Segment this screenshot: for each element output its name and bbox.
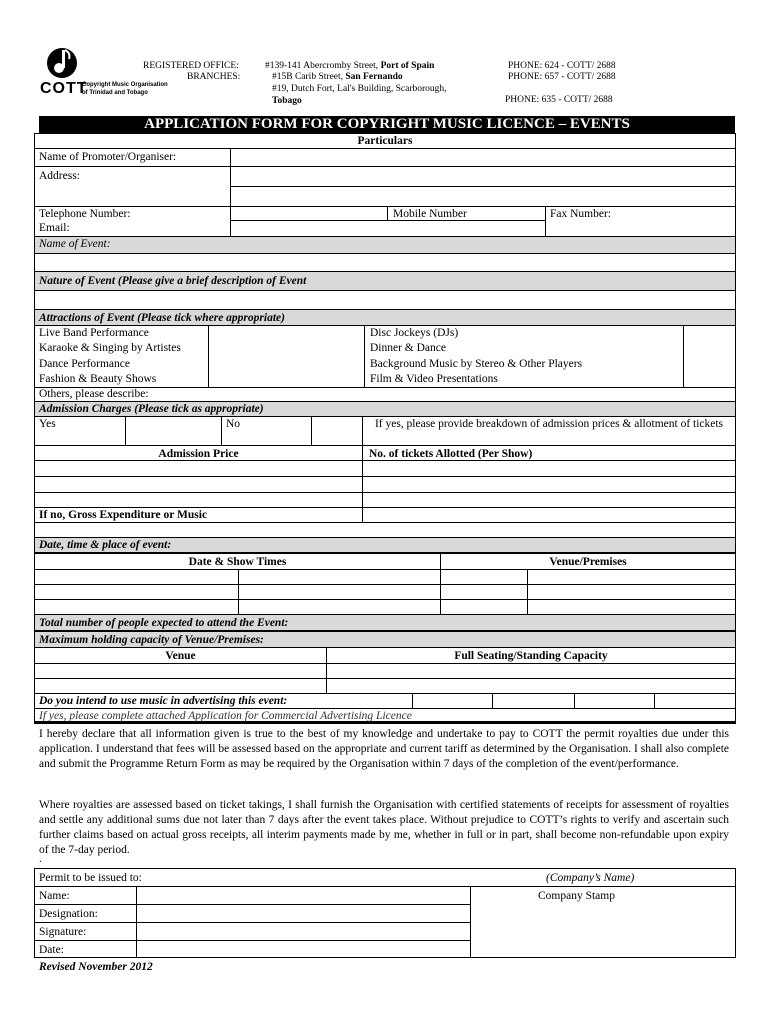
others-label: Others, please describe: <box>39 388 149 400</box>
price-row-2[interactable] <box>35 477 362 492</box>
registered-office-address <box>265 61 434 72</box>
event-nature-field[interactable] <box>35 290 735 309</box>
max-capacity-label: Maximum holding capacity of Venue/Premises: <box>39 634 264 646</box>
attraction-left-2: Karaoke & Singing by Artistes <box>39 342 181 354</box>
capacity-row-2[interactable] <box>327 679 735 693</box>
event-name-field[interactable] <box>35 253 735 271</box>
checkbox-film[interactable] <box>684 372 735 386</box>
show-time-row-2[interactable] <box>239 585 440 599</box>
checkbox-advertising-2[interactable] <box>493 694 574 708</box>
checkbox-dj[interactable] <box>684 326 735 340</box>
attraction-left-4: Fashion & Beauty Shows <box>39 373 157 385</box>
venue-row-3[interactable] <box>441 600 735 614</box>
checkbox-karaoke[interactable] <box>209 341 364 355</box>
others-field[interactable] <box>200 388 735 401</box>
price-row-3[interactable] <box>35 493 362 507</box>
attraction-left-3: Dance Performance <box>39 358 130 370</box>
checkbox-advertising-3[interactable] <box>575 694 654 708</box>
permit-date-field[interactable] <box>137 941 470 958</box>
show-time-row-1[interactable] <box>239 570 440 584</box>
checkbox-live-band[interactable] <box>209 326 364 340</box>
admission-heading: Admission Charges (Please tick as appropriate) <box>39 403 264 415</box>
attraction-right-1: Disc Jockeys (DJs) <box>370 327 459 339</box>
branch1-street: #15B Carib Street, <box>272 72 343 82</box>
branch2-address-line2: Tobago <box>272 96 302 106</box>
show-time-row-3[interactable] <box>239 600 440 614</box>
checkbox-advertising-4[interactable] <box>655 694 735 708</box>
email-field[interactable] <box>230 220 545 236</box>
tickets-allotted-header: No. of tickets Allotted (Per Show) <box>369 448 533 460</box>
attraction-left-1: Live Band Performance <box>39 327 149 339</box>
attraction-right-2: Dinner & Dance <box>370 342 446 354</box>
particulars-heading: Particulars <box>357 135 413 147</box>
if-no-label: If no, Gross Expenditure or Music <box>39 509 208 521</box>
promoter-label: Name of Promoter/Organiser: <box>39 151 177 163</box>
promoter-field[interactable] <box>230 148 736 166</box>
declaration-paragraph-1: I hereby declare that all information given is true to the best of my knowledge and undertake to pay to COTT the permit royalties due under this application. I understand that fees will be assessed based on the appropriate and current tariff as determined by the Organisation. I shall also complete and submit the Programme Return Form as may be required by the Organisation within 7 days of the completion of the event/performance. <box>39 728 729 770</box>
attractions-heading: Attractions of Event (Please tick where appropriate) <box>39 312 285 324</box>
venue-row-1[interactable] <box>441 570 735 584</box>
price-row-1[interactable] <box>35 461 362 476</box>
checkbox-dinner[interactable] <box>684 341 735 355</box>
telephone-field[interactable] <box>230 206 387 220</box>
tickets-row-2[interactable] <box>363 477 735 492</box>
company-name-label: (Company’s Name) <box>546 872 635 884</box>
checkbox-advertising-1[interactable] <box>413 694 492 708</box>
permit-designation-label: Designation: <box>39 908 98 920</box>
venue-header: Venue <box>165 650 196 662</box>
tickets-row-1[interactable] <box>363 461 735 476</box>
show-date-row-3[interactable] <box>35 600 238 614</box>
advertising-note: If yes, please complete attached Application for Commercial Advertising Licence <box>39 710 412 722</box>
revision-footer: Revised November 2012 <box>39 961 153 973</box>
permit-signature-label: Signature: <box>39 926 87 938</box>
music-note-logo-icon <box>40 46 80 82</box>
company-stamp-label: Company Stamp <box>538 890 615 902</box>
logo-org-line2: of Trinidad and Tobago <box>82 90 148 96</box>
form-title: APPLICATION FORM FOR COPYRIGHT MUSIC LICENCE – EVENTS <box>144 116 630 132</box>
date-place-heading: Date, time & place of event: <box>39 539 172 551</box>
event-name-label: Name of Event: <box>39 238 111 250</box>
venue-premises-header: Venue/Premises <box>549 556 627 568</box>
branches-label: BRANCHES: <box>187 72 241 82</box>
checkbox-admission-yes[interactable] <box>126 417 221 445</box>
phone-san-fernando: PHONE: 657 - COTT/ 2688 <box>508 72 616 82</box>
show-times-header: Date & Show Times <box>188 556 287 568</box>
branch2-address-line1: #19, Dutch Fort, Lal's Building, Scarborough, <box>272 84 447 94</box>
show-date-row-2[interactable] <box>35 585 238 599</box>
tickets-row-3[interactable] <box>363 493 735 507</box>
permit-date-label: Date: <box>39 944 64 956</box>
venue-row-2[interactable] <box>441 585 735 599</box>
total-attendance-label: Total number of people expected to attend the Event: <box>39 617 289 629</box>
branch1-address <box>272 72 403 83</box>
attraction-right-3: Background Music by Stereo & Other Players <box>370 358 583 370</box>
registered-office-street: #139-141 Abercromby Street, <box>265 61 379 71</box>
declaration-paragraph-2: Where royalties are assessed based on ticket takings, I shall furnish the Organisation with certified statements of receipts for assessment of royalties and settle any additional sums due not later than 7 days after the event takes place. Without prejudice to COTT’s rights to verify and ascertain such further claims based on actual gross receipts, all interim payments made by me, whether in full or in part, shall become non-refundable upon expiry of the 7-day period. <box>39 799 729 856</box>
checkbox-admission-no[interactable] <box>312 417 362 445</box>
venue-capacity-row-2[interactable] <box>35 679 326 693</box>
address-label: Address: <box>39 170 80 182</box>
permit-name-field[interactable] <box>137 887 470 904</box>
admission-no-label: No <box>226 418 241 430</box>
telephone-label: Telephone Number: <box>39 208 131 220</box>
registered-office-label: REGISTERED OFFICE: <box>143 61 239 71</box>
event-nature-label: Nature of Event (Please give a brief description of Event <box>39 275 307 287</box>
permit-designation-field[interactable] <box>137 905 470 922</box>
admission-price-header: Admission Price <box>158 448 239 460</box>
logo-text: COTT <box>40 80 88 97</box>
show-date-row-1[interactable] <box>35 570 238 584</box>
checkbox-fashion[interactable] <box>209 372 364 386</box>
if-yes-note: If yes, please provide breakdown of admission prices & allotment of tickets <box>374 418 724 430</box>
capacity-row-1[interactable] <box>327 664 735 678</box>
gross-expenditure-field[interactable] <box>363 508 735 522</box>
capacity-header: Full Seating/Standing Capacity <box>454 650 608 662</box>
phone-tobago: PHONE: 635 - COTT/ 2688 <box>505 95 613 105</box>
company-stamp-area[interactable] <box>471 904 735 957</box>
checkbox-dance[interactable] <box>209 356 364 370</box>
phone-port-of-spain: PHONE: 624 - COTT/ 2688 <box>508 61 616 71</box>
advertising-question: Do you intend to use music in advertising this event: <box>39 695 288 707</box>
permit-issued-to-label: Permit to be issued to: <box>39 872 142 884</box>
registered-office-city: Port of Spain <box>380 61 435 71</box>
attraction-right-4: Film & Video Presentations <box>370 373 498 385</box>
email-label: Email: <box>39 222 70 234</box>
branch1-city: San Fernando <box>345 72 403 82</box>
logo-org-line1: Copyright Music Organisation <box>82 82 168 88</box>
admission-yes-label: Yes <box>39 418 56 430</box>
company-name-text: Company’s Name <box>549 872 631 884</box>
fax-label: Fax Number: <box>550 208 612 220</box>
permit-signature-field[interactable] <box>137 923 470 940</box>
mobile-label: Mobile Number <box>393 208 467 220</box>
cott-logo <box>38 46 178 102</box>
checkbox-background-music[interactable] <box>684 356 735 370</box>
venue-capacity-row-1[interactable] <box>35 664 326 678</box>
permit-name-label: Name: <box>39 890 70 902</box>
declaration-dot: . <box>39 853 42 865</box>
